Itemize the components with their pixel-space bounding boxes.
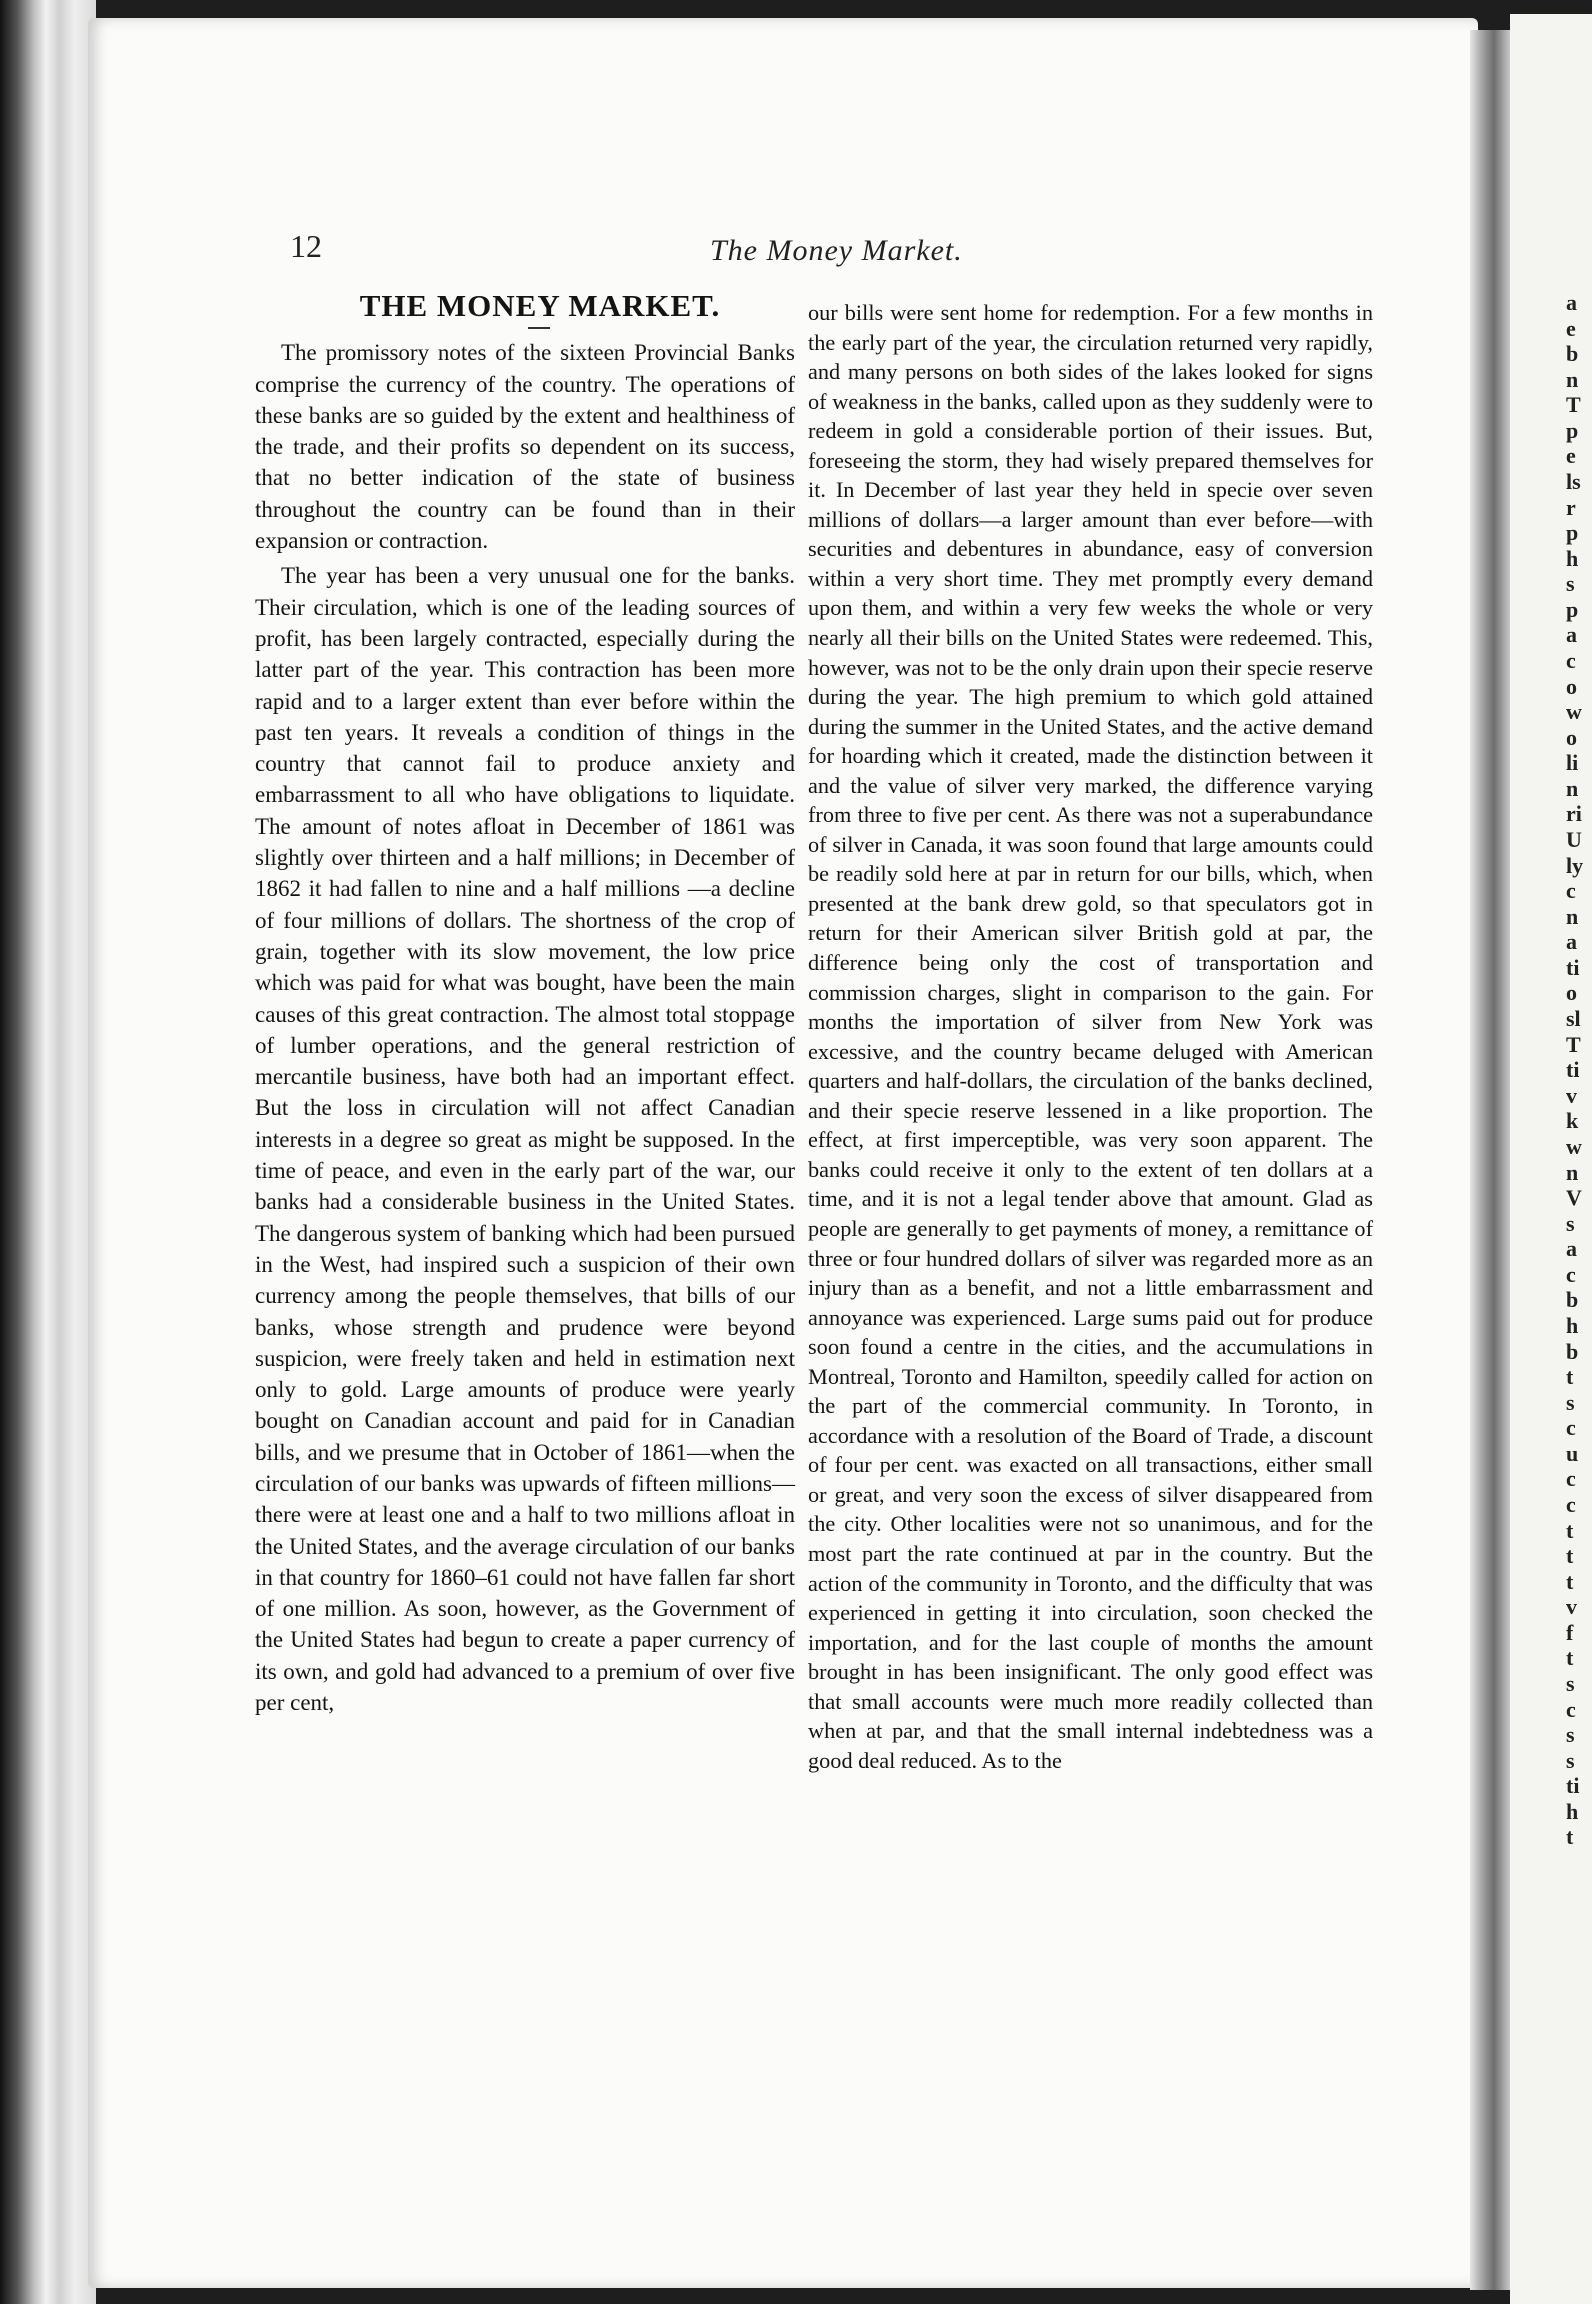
adjacent-page-letter: p xyxy=(1566,417,1579,443)
adjacent-page-letter: b xyxy=(1566,1338,1579,1364)
title-rule xyxy=(528,327,550,329)
adjacent-page-letter: o xyxy=(1566,724,1577,750)
adjacent-page-letter: t xyxy=(1566,1568,1574,1594)
adjacent-page-letter: ti xyxy=(1566,954,1580,980)
adjacent-page-letter: n xyxy=(1566,1159,1579,1185)
book-binding-edge xyxy=(0,0,96,2304)
adjacent-page-letter: e xyxy=(1566,443,1576,469)
adjacent-page-letter: v xyxy=(1566,1594,1577,1620)
adjacent-page-letter: w xyxy=(1566,699,1582,725)
adjacent-page-letter: t xyxy=(1566,1824,1574,1850)
adjacent-page-letter: f xyxy=(1566,1619,1574,1645)
left-column xyxy=(255,290,795,1718)
adjacent-page-letter: k xyxy=(1566,1108,1579,1134)
adjacent-page-letter: ti xyxy=(1566,1773,1580,1799)
page-number: 12 xyxy=(290,228,322,264)
adjacent-page-letter: T xyxy=(1566,392,1581,418)
adjacent-page-letter: v xyxy=(1566,1082,1577,1108)
adjacent-page-letter: ls xyxy=(1566,469,1581,495)
adjacent-page-letter: h xyxy=(1566,1312,1579,1338)
paragraph: The promissory notes of the sixteen Provincial Banks comprise the currency of the country. The operations of these banks are so guided by the extent and healthiness of the trade, and their profits so dependent on its success, that no better indication of the state of business throughout the country can be found than in their expansion or contraction. xyxy=(255,340,795,554)
adjacent-page-letter: s xyxy=(1566,1670,1575,1696)
book-gutter xyxy=(1470,30,1510,2290)
adjacent-page-letter: s xyxy=(1566,571,1575,597)
adjacent-page-letter: t xyxy=(1566,1645,1574,1671)
adjacent-page-letter: V xyxy=(1566,1185,1582,1211)
right-column xyxy=(808,298,1373,1775)
adjacent-page-letter: c xyxy=(1566,1261,1576,1287)
adjacent-page-letter: w xyxy=(1566,1133,1582,1159)
adjacent-page-letter: p xyxy=(1566,596,1579,622)
adjacent-page-letter: c xyxy=(1566,878,1576,904)
adjacent-page-letter: s xyxy=(1566,1210,1575,1236)
adjacent-page-letter: b xyxy=(1566,341,1579,367)
paragraph: our bills were sent home for redemption. For a few months in the early part of the year, the circulation returned very rapidly, and many persons on both sides of the lakes looked for signs of weakness in the banks, called upon as they suddenly were to redeem in gold a considerable portion of their issues. But, foreseeing the storm, they had wisely prepared themselves for it. In December of last year they held in specie over seven millions of dollars—a larger amount than ever before—with securities and debentures in abundance, easy of conversion within a very short time. They met promptly every demand upon them, and within a very few weeks the whole or very nearly all their bills on the United States were redeemed. This, however, was not to be the only drain upon their specie reserve during the year. The high premium to which gold attained during the summer in the United States, and the active demand for hoarding which it created, made the distinction between it and the value of silver very marked, the difference varying from three to five per cent. As there was not a superabundance of silver in Canada, it was soon found that large amounts could be readily sold here at par in return for our bills, which, when presented at the bank drew gold, so that speculators got in return for their American silver British gold at par, the difference being only the cost of transportation and commission charges, slight in comparison to the gain. For months the importation of silver from New York was excessive, and the country became deluged with American quarters and half-dollars, the circulation of the banks declined, and their specie reserve lessened in a like proportion. The effect, at first imperceptible, was very soon apparent. The banks could receive it only to the extent of ten dollars at a time, and it is not a legal tender above that amount. Glad as people are generally to get payments of money, a remittance of three or four hundred dollars of silver was regarded more as an injury than as a benefit, and not a little embarrassment and annoyance was experienced. Large sums paid out for produce soon found a centre in the cities, and the accumulations in Montreal, Toronto and Hamilton, speedily called for action on the part of the commercial community. In Toronto, in accordance with a resolution of the Board of Trade, a discount of four per cent. was exacted on all transactions, either small or great, and very soon the excess of silver disappeared from the city. Other localities were not so unanimous, and for the most part the rate continued at par in the country. But the action of the community in Toronto, and the difficulty that was experienced in getting it into circulation, soon checked the importation, and for the last couple of months the amount brought in has been insignificant. The only good effect was that small accounts were much more readily collected than when at par, and that the small internal indebtedness was a good deal reduced. As to the xyxy=(808,300,1373,1773)
adjacent-page-letter: h xyxy=(1566,545,1579,571)
adjacent-page-letter: n xyxy=(1566,366,1579,392)
adjacent-page-letter: ly xyxy=(1566,852,1584,878)
adjacent-page-letter: T xyxy=(1566,1031,1581,1057)
adjacent-page-letter: U xyxy=(1566,827,1582,853)
adjacent-page-letter: b xyxy=(1566,1287,1579,1313)
adjacent-page-letter: c xyxy=(1566,1491,1576,1517)
adjacent-page-letter: c xyxy=(1566,1466,1576,1492)
adjacent-page-letter: t xyxy=(1566,1543,1574,1569)
adjacent-page-letter: ri xyxy=(1566,801,1582,827)
adjacent-page-letter: t xyxy=(1566,1517,1574,1543)
adjacent-page-letter: n xyxy=(1566,903,1579,929)
adjacent-page-letter: c xyxy=(1566,648,1576,674)
adjacent-page-letter: ti xyxy=(1566,1057,1580,1083)
adjacent-page-letter: o xyxy=(1566,673,1577,699)
adjacent-page-letter: a xyxy=(1566,1236,1577,1262)
adjacent-page-letter: n xyxy=(1566,775,1579,801)
adjacent-page-letter: t xyxy=(1566,1364,1574,1390)
adjacent-page-letter: r xyxy=(1566,494,1576,520)
adjacent-page-letter: sl xyxy=(1566,1006,1581,1032)
article-title: THE MONEY MARKET. xyxy=(359,288,721,323)
running-title: The Money Market. xyxy=(710,234,963,267)
adjacent-page-letter: a xyxy=(1566,622,1577,648)
adjacent-page-letter: c xyxy=(1566,1696,1576,1722)
paragraph: The year has been a very unusual one for the banks. Their circulation, which is one of the leading sources of profit, has been largely contracted, especially during the latter part of the year. This contraction has been more rapid and to a larger extent than ever before within the past ten years. It reveals a condition of things in the country that cannot fail to produce anxiety and embarrassment to all who have obligations to liquidate. The amount of notes afloat in December of 1861 was slightly over thirteen and a half millions; in December of 1862 it had fallen to nine and a half millions —a decline of four millions of dollars. The shortness of the crop of grain, together with its slow movement, the low price which was paid for what was bought, have been the main causes of this great contraction. The almost total stoppage of lumber operations, and the general restriction of mercantile business, have both had an important effect. But the loss in circulation will not affect Canadian interests in a degree so great as might be supposed. In the time of peace, and even in the early part of the war, our banks had a considerable business in the United States. The dangerous system of banking which had been pursued in the West, had inspired such a suspicion of their own currency among the people themselves, that bills of our banks, whose strength and prudence were beyond suspicion, were freely taken and held in estimation next only to gold. Large amounts of produce were yearly bought on Canadian account and paid for in Canadian bills, and we presume that in October of 1861—when the circulation of our banks was upwards of fifteen millions—there were at least one and a half to two millions afloat in the United States, and the average circulation of our banks in that country for 1860–61 could not have fallen far short of one million. As soon, however, as the Government of the United States had begun to create a paper currency of its own, and gold had advanced to a premium of over five per cent, xyxy=(255,563,795,1716)
adjacent-page-letter: s xyxy=(1566,1389,1575,1415)
running-head xyxy=(290,228,1390,268)
adjacent-page-letter: s xyxy=(1566,1747,1575,1773)
adjacent-page-letter: a xyxy=(1566,290,1577,315)
adjacent-page-letter: h xyxy=(1566,1798,1579,1824)
adjacent-page-letter: li xyxy=(1566,750,1579,776)
adjacent-page-letter: o xyxy=(1566,980,1577,1006)
adjacent-page-letter: a xyxy=(1566,929,1577,955)
adjacent-page-letter: p xyxy=(1566,520,1579,546)
adjacent-page-letter: c xyxy=(1566,1415,1576,1441)
adjacent-page-letter: s xyxy=(1566,1722,1575,1748)
adjacent-page-letter: u xyxy=(1566,1440,1579,1466)
adjacent-page-letter: e xyxy=(1566,315,1576,341)
